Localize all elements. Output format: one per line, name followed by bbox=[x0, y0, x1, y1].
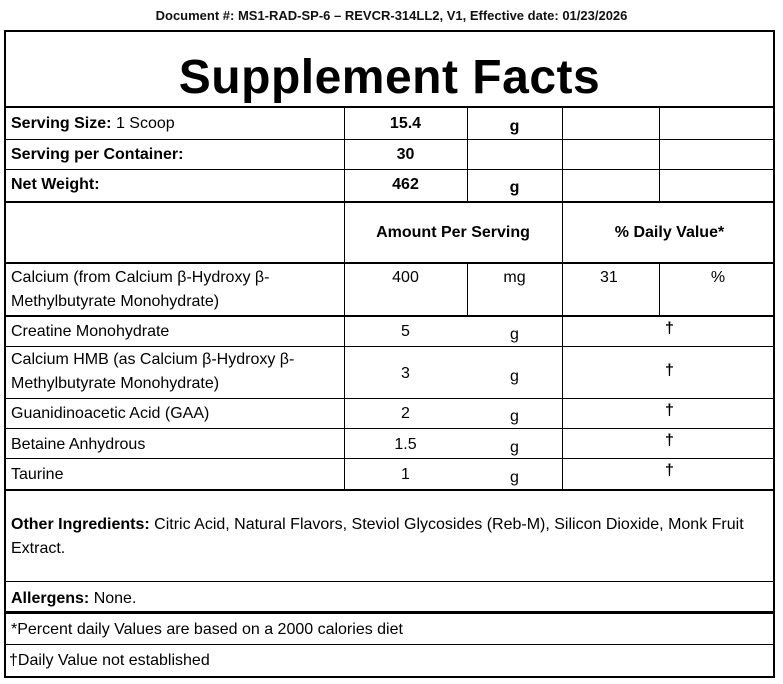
ingredient-daily-value: 31 bbox=[600, 269, 618, 286]
ingredient-amount: 2 bbox=[401, 405, 410, 422]
document-header: Document #: MS1-RAD-SP-6 – REVCR-314LL2, V1, Effective date: 01/23/2026 bbox=[155, 8, 628, 23]
ingredient-daily-value-unit: % bbox=[710, 269, 726, 286]
other-ingredients bbox=[11, 513, 771, 561]
servings-per-container-value: 30 bbox=[396, 146, 415, 163]
net-weight-unit: g bbox=[509, 179, 520, 196]
ingredient-daily-value: † bbox=[665, 362, 674, 379]
serving-size-unit: g bbox=[509, 118, 520, 135]
serving-size-text: 1 Scoop bbox=[115, 115, 175, 132]
ingredient-amount: 400 bbox=[392, 269, 419, 286]
rule bbox=[6, 644, 773, 645]
dagger-footnote bbox=[9, 651, 210, 671]
other-ingredients-label: Other Ingredients: bbox=[11, 516, 150, 533]
rule bbox=[6, 315, 773, 317]
ingredient-unit: mg bbox=[503, 269, 526, 286]
ingredient-unit: g bbox=[510, 368, 519, 385]
allergens-label: Allergens: bbox=[11, 590, 90, 607]
amount-per-serving-header: Amount Per Serving bbox=[376, 224, 530, 241]
rule bbox=[6, 201, 773, 203]
panel-title: Supplement Facts bbox=[178, 51, 601, 104]
dagger-symbol: † bbox=[9, 652, 18, 669]
dagger-footnote-text: Daily Value not established bbox=[17, 652, 210, 669]
servings-per-container-label: Serving per Container: bbox=[11, 146, 184, 163]
rule bbox=[6, 398, 773, 399]
ingredient-unit: g bbox=[510, 326, 519, 343]
allergens bbox=[11, 589, 136, 609]
serving-size-label: Serving Size: bbox=[11, 115, 112, 132]
serving-size-row bbox=[11, 114, 175, 134]
ingredient-unit: g bbox=[510, 408, 519, 425]
ingredient-unit: g bbox=[510, 439, 519, 456]
serving-size-value: 15.4 bbox=[389, 115, 422, 132]
ingredient-amount: 1 bbox=[401, 466, 410, 483]
ingredient-name-gaa: Guanidinoacetic Acid (GAA) bbox=[11, 405, 210, 422]
rule bbox=[6, 262, 773, 264]
rule bbox=[6, 581, 773, 582]
net-weight-value: 462 bbox=[392, 176, 419, 193]
other-ingredients-text: Citric Acid, Natural Flavors, Steviol Glycosides (Reb-M), Silicon Dioxide, Monk Fruit Extract. bbox=[11, 516, 744, 557]
percent-daily-value-footnote: *Percent daily Values are based on a 2000 calories diet bbox=[11, 621, 403, 638]
ingredient-name-creatine: Creatine Monohydrate bbox=[11, 323, 170, 340]
ingredient-daily-value: † bbox=[665, 402, 674, 419]
ingredient-unit: g bbox=[510, 469, 519, 486]
ingredient-name-calcium: Calcium (from Calcium β-Hydroxy β- Methylbutyrate Monohydrate) bbox=[11, 269, 270, 310]
ingredient-name-betaine: Betaine Anhydrous bbox=[11, 436, 146, 453]
rule bbox=[6, 106, 773, 108]
ingredient-daily-value: † bbox=[665, 432, 674, 449]
column-divider bbox=[344, 108, 345, 489]
ingredient-amount: 1.5 bbox=[394, 436, 417, 453]
net-weight-label: Net Weight: bbox=[11, 176, 100, 193]
allergens-text: None. bbox=[93, 590, 137, 607]
supplement-facts-panel bbox=[4, 30, 775, 678]
ingredient-name-taurine: Taurine bbox=[11, 466, 64, 483]
ingredient-name-calcium-hmb: Calcium HMB (as Calcium β-Hydroxy β- Methylbutyrate Monohydrate) bbox=[11, 351, 295, 392]
rule bbox=[6, 169, 773, 170]
column-divider bbox=[659, 108, 660, 201]
ingredient-daily-value: † bbox=[665, 462, 674, 479]
rule bbox=[6, 346, 773, 347]
rule bbox=[6, 139, 773, 140]
rule bbox=[6, 458, 773, 459]
rule bbox=[6, 489, 773, 491]
ingredient-amount: 5 bbox=[401, 323, 410, 340]
ingredient-amount: 3 bbox=[401, 365, 410, 382]
daily-value-header: % Daily Value* bbox=[614, 224, 725, 241]
ingredient-daily-value: † bbox=[665, 320, 674, 337]
rule bbox=[6, 611, 773, 614]
rule bbox=[6, 428, 773, 429]
